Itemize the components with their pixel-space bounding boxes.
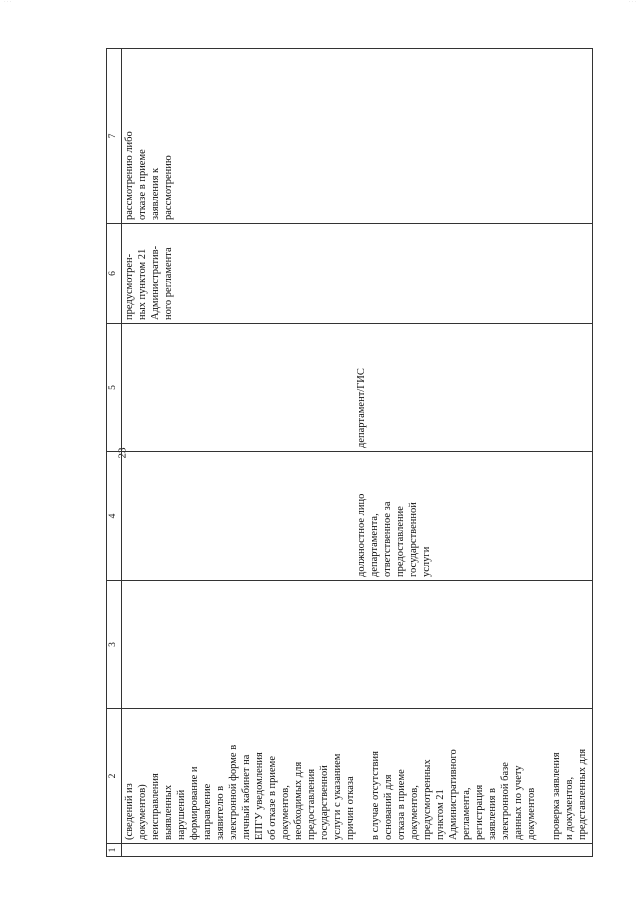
header-col-1: 1: [107, 844, 122, 857]
cell-col-7: рассмотрению либо отказе в приеме заявления к рассмотрению: [122, 49, 593, 224]
header-col-5: 5: [107, 324, 122, 452]
table-row: [122, 49, 593, 857]
cell-col-2: [122, 709, 593, 844]
header-col-2: 2: [107, 709, 122, 844]
header-col-6: 6: [107, 224, 122, 324]
table-container: [106, 49, 593, 857]
cell-col-2-part-b: в случае отсутствия оснований для отказа в приеме документов, предусмотренных пунктом 21 Административного регламента, регистрация заявления в электронной базе данных по учету документов: [370, 749, 537, 840]
cell-col-6: предусмотрен- ных пунктом 21 Административ- ного регламента: [122, 224, 593, 324]
header-col-4: 4: [107, 452, 122, 581]
cell-col-1: [122, 844, 593, 857]
cell-col-3: [122, 581, 593, 709]
header-row: [107, 49, 122, 857]
cell-col-2-part-a: (сведений из документов) неисправления выявленных нарушений формирование и направление заявителю в электронной форме в личный кабинет на ЕПГУ уведомления об отказе в приеме документов, необходимых для предоставления государственной услуги с указанием причин отказа: [124, 744, 356, 840]
header-col-7: 7: [107, 49, 122, 224]
cell-col-4: [122, 452, 593, 581]
procedure-table: [106, 48, 593, 857]
cell-col-4-text: должностное лицо департамента, ответственное за предоставление государственной услуги: [356, 493, 432, 577]
page-number: 23: [116, 447, 129, 459]
scan-artifact-right: · · ·: [628, 0, 636, 5]
cell-col-2-part-c: проверка заявления и документов, представленных для: [551, 748, 588, 840]
cell-col-5-text: департамент/ГИС: [356, 368, 367, 448]
header-col-3: 3: [107, 581, 122, 709]
scan-artifact-left: · · ·: [4, 0, 12, 5]
cell-col-5: [122, 324, 593, 452]
